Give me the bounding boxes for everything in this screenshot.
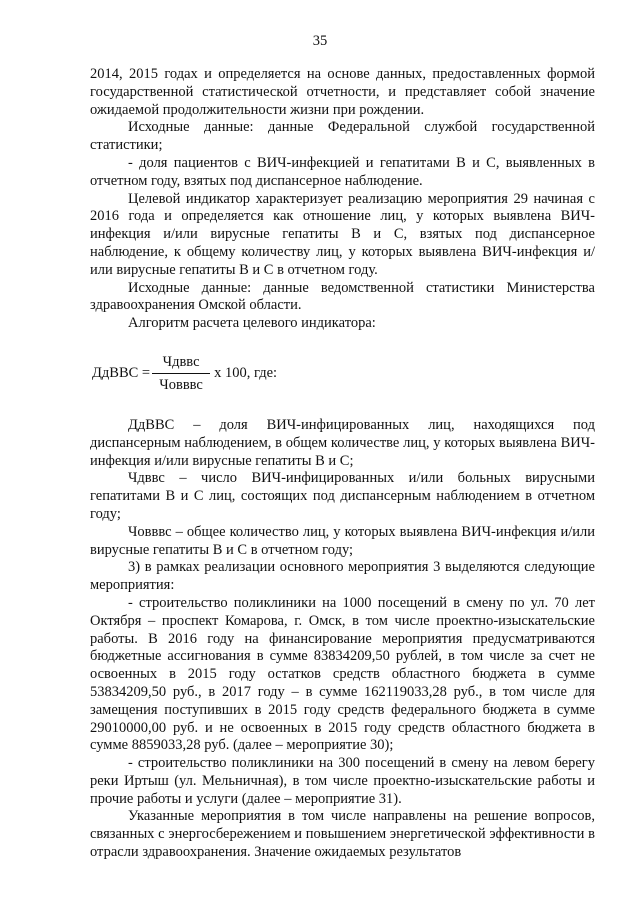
paragraph: 3) в рамках реализации основного мероприятия 3 выделяются следующие мероприятия: [90, 559, 595, 594]
paragraph: - строительство поликлиники на 300 посещений в смену на левом берегу реки Иртыш (ул. Мельничная), в том числе проектно-изыскательские работы и прочие работы и услуги (далее – мероприятие 31). [90, 755, 595, 807]
formula-lhs: ДдВВС = [92, 365, 151, 382]
paragraph: Указанные мероприятия в том числе направлены на решение вопросов, связанных с энергосбережением и повышением энергетической эффективности в отрасли здравоохранения. Значение ожидаемых результатов [90, 808, 595, 861]
paragraph: Исходные данные: данные Федеральной службой государственной статистики; [90, 119, 595, 154]
paragraph: - доля пациентов с ВИЧ-инфекцией и гепатитами В и С, выявленных в отчетном году, взятых под диспансерное наблюдение. [90, 154, 595, 189]
formula-numerator: Чдввс [162, 354, 200, 371]
formula [92, 350, 595, 398]
paragraph: - строительство поликлиники на 1000 посещений в смену по ул. 70 лет Октября – проспект Комарова, г. Омск, в том числе проектно-изыскательские работы. В 2016 году на финансирование мероприятия предусматриваются бюджетные ассигнования в сумме 83834209,50 рублей, в том числе за счет не освоенных в 2015 году остатков средств областного бюджета в сумме 53834209,50 руб., в 2017 году – в сумме 162119033,28 руб., в том числе для замещения поступивших в 2015 году средств федерального бюджета в сумме 29010000,00 руб. и не освоенных в 2015 году средств областного бюджета в сумме 8859033,28 руб. (далее – мероприятие 30); [90, 594, 595, 754]
formula-fraction [152, 354, 210, 393]
definition: Чдввс – число ВИЧ-инфицированных и/или больных вирусными гепатитами В и С лиц, состоящих под диспансерным наблюдением в отчетном году; [90, 470, 595, 522]
formula-denominator: Човввс [159, 377, 203, 394]
document-body [90, 66, 595, 862]
formula-rhs: х 100, где: [214, 365, 278, 382]
page-number: 35 [312, 33, 328, 49]
paragraph: Целевой индикатор характеризует реализацию мероприятия 29 начиная с 2016 года и определяется как отношение лиц, у которых выявлена ВИЧ-инфекция и/или вирусные гепатиты В и С, взятых под диспансерное наблюдение, к общему количеству лиц, у которых выявлена ВИЧ-инфекция и/или вирусные гепатиты В и С в отчетном году. [90, 190, 595, 278]
paragraph: Алгоритм расчета целевого индикатора: [128, 315, 376, 332]
definition: Човввс – общее количество лиц, у которых выявлена ВИЧ-инфекция и/или вирусные гепатиты В и С в отчетном году; [90, 523, 595, 558]
definition: ДдВВС – доля ВИЧ-инфицированных лиц, находящихся под диспансерным наблюдением, в общем количестве лиц, у которых выявлена ВИЧ-инфекция и/или вирусные гепатиты В и С; [90, 416, 595, 469]
paragraph: 2014, 2015 годах и определяется на основе данных, предоставленных формой государственной статистической отчетности, и представляет собой значение ожидаемой продолжительности жизни при рождении. [90, 66, 595, 118]
paragraph: Исходные данные: данные ведомственной статистики Министерства здравоохранения Омской области. [90, 279, 595, 314]
